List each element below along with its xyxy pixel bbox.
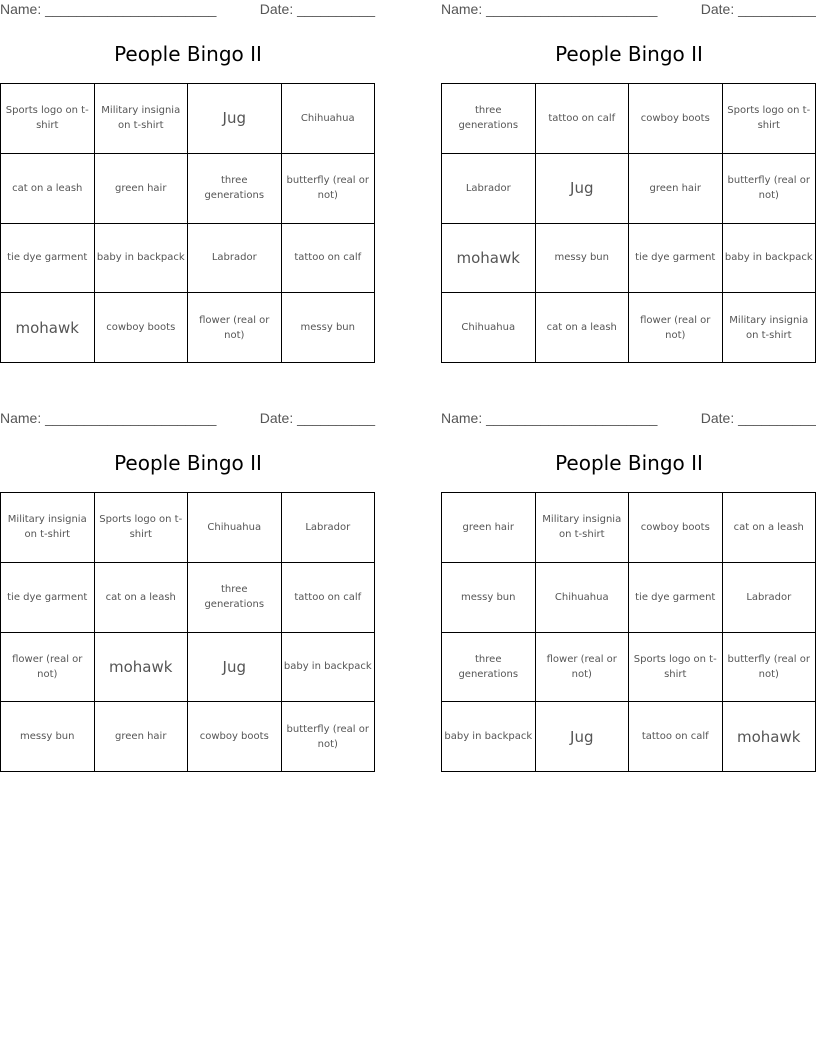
bingo-cell[interactable]: Jug	[188, 84, 282, 154]
grid-row	[442, 632, 816, 702]
grid-row	[442, 493, 816, 563]
bingo-cell[interactable]: tattoo on calf	[281, 562, 375, 632]
grid-row	[1, 293, 375, 363]
bingo-card-3	[0, 409, 376, 773]
bingo-cell[interactable]: green hair	[94, 153, 188, 223]
grid-row	[442, 293, 816, 363]
card-title: People Bingo II	[555, 42, 703, 66]
name-blank[interactable]: ______________________	[486, 410, 658, 426]
name-blank[interactable]: ______________________	[45, 410, 217, 426]
bingo-card-2	[441, 0, 816, 364]
bingo-cell[interactable]: mohawk	[94, 632, 188, 702]
bingo-cell[interactable]: tie dye garment	[629, 223, 723, 293]
bingo-cell[interactable]: tattoo on calf	[535, 84, 629, 154]
date-blank[interactable]: __________	[738, 1, 816, 17]
bingo-cell[interactable]: Military insignia on t-shirt	[94, 84, 188, 154]
bingo-cell[interactable]: flower (real or not)	[629, 293, 723, 363]
bingo-cell[interactable]: butterfly (real or not)	[281, 702, 375, 772]
date-blank[interactable]: __________	[297, 1, 375, 17]
bingo-cell[interactable]: green hair	[442, 493, 536, 563]
card-title: People Bingo II	[555, 451, 703, 475]
date-label: Date:	[259, 1, 294, 17]
bingo-grid	[441, 492, 816, 772]
bingo-cell[interactable]: Jug	[535, 702, 629, 772]
date-label: Date:	[700, 1, 735, 17]
bingo-cell[interactable]: Labrador	[281, 493, 375, 563]
bingo-cell[interactable]: baby in backpack	[442, 702, 536, 772]
bingo-cell[interactable]: baby in backpack	[94, 223, 188, 293]
bingo-cell[interactable]: tie dye garment	[1, 223, 95, 293]
bingo-cell[interactable]: three generations	[188, 562, 282, 632]
bingo-cell[interactable]: Jug	[535, 153, 629, 223]
date-label: Date:	[700, 410, 735, 426]
bingo-cell[interactable]: messy bun	[442, 562, 536, 632]
bingo-cell[interactable]: baby in backpack	[722, 223, 816, 293]
bingo-cell[interactable]: Jug	[188, 632, 282, 702]
bingo-cell[interactable]: three generations	[188, 153, 282, 223]
bingo-cell[interactable]: butterfly (real or not)	[722, 632, 816, 702]
date-field[interactable]	[260, 1, 375, 17]
grid-row	[442, 153, 816, 223]
bingo-cell[interactable]: Sports logo on t-shirt	[94, 493, 188, 563]
card-title: People Bingo II	[114, 451, 262, 475]
bingo-cell[interactable]: Chihuahua	[188, 493, 282, 563]
bingo-cell[interactable]: cat on a leash	[94, 562, 188, 632]
name-field[interactable]	[441, 1, 657, 17]
bingo-cell[interactable]: butterfly (real or not)	[281, 153, 375, 223]
bingo-card-4	[441, 409, 816, 773]
name-label: Name:	[0, 1, 42, 17]
name-field[interactable]	[441, 410, 657, 426]
grid-row	[442, 702, 816, 772]
bingo-cell[interactable]: tattoo on calf	[629, 702, 723, 772]
grid-row	[1, 562, 375, 632]
grid-row	[442, 84, 816, 154]
bingo-cell[interactable]: flower (real or not)	[188, 293, 282, 363]
grid-row	[1, 84, 375, 154]
bingo-cell[interactable]: messy bun	[281, 293, 375, 363]
bingo-cell[interactable]: tie dye garment	[1, 562, 95, 632]
bingo-cell[interactable]: Sports logo on t-shirt	[629, 632, 723, 702]
name-label: Name:	[441, 1, 483, 17]
grid-row	[442, 562, 816, 632]
bingo-cell[interactable]: green hair	[94, 702, 188, 772]
bingo-cell[interactable]: Labrador	[188, 223, 282, 293]
bingo-cell[interactable]: cat on a leash	[535, 293, 629, 363]
bingo-cell[interactable]: Labrador	[722, 562, 816, 632]
bingo-card-1	[0, 0, 376, 364]
bingo-cell[interactable]: Chihuahua	[442, 293, 536, 363]
bingo-cell[interactable]: Chihuahua	[535, 562, 629, 632]
card-title: People Bingo II	[114, 42, 262, 66]
bingo-cell[interactable]: messy bun	[535, 223, 629, 293]
bingo-cell[interactable]: three generations	[442, 84, 536, 154]
name-blank[interactable]: ______________________	[486, 1, 658, 17]
bingo-cell[interactable]: Military insignia on t-shirt	[535, 493, 629, 563]
bingo-cell[interactable]: three generations	[442, 632, 536, 702]
bingo-cell[interactable]: cat on a leash	[1, 153, 95, 223]
bingo-cell[interactable]: Military insignia on t-shirt	[1, 493, 95, 563]
bingo-cell[interactable]: cowboy boots	[629, 493, 723, 563]
name-label: Name:	[441, 410, 483, 426]
grid-row	[1, 223, 375, 293]
bingo-cell[interactable]: baby in backpack	[281, 632, 375, 702]
grid-row	[1, 632, 375, 702]
bingo-cell[interactable]: cat on a leash	[722, 493, 816, 563]
bingo-cell[interactable]: flower (real or not)	[535, 632, 629, 702]
bingo-cell[interactable]: mohawk	[722, 702, 816, 772]
bingo-cell[interactable]: mohawk	[1, 293, 95, 363]
bingo-cell[interactable]: cowboy boots	[188, 702, 282, 772]
bingo-cell[interactable]: Chihuahua	[281, 84, 375, 154]
bingo-grid	[0, 83, 375, 363]
bingo-cell[interactable]: Military insignia on t-shirt	[722, 293, 816, 363]
date-field[interactable]	[701, 410, 816, 426]
date-blank[interactable]: __________	[738, 410, 816, 426]
bingo-grid	[0, 492, 375, 772]
bingo-cell[interactable]: cowboy boots	[94, 293, 188, 363]
bingo-cell[interactable]: Sports logo on t-shirt	[722, 84, 816, 154]
bingo-grid	[441, 83, 816, 363]
bingo-cell[interactable]: Labrador	[442, 153, 536, 223]
bingo-cell[interactable]: tie dye garment	[629, 562, 723, 632]
grid-row	[1, 493, 375, 563]
bingo-cell[interactable]: cowboy boots	[629, 84, 723, 154]
bingo-cell[interactable]: Sports logo on t-shirt	[1, 84, 95, 154]
grid-row	[1, 702, 375, 772]
bingo-cell[interactable]: mohawk	[442, 223, 536, 293]
name-field[interactable]	[0, 410, 216, 426]
date-field[interactable]	[701, 1, 816, 17]
bingo-cell[interactable]: butterfly (real or not)	[722, 153, 816, 223]
name-field[interactable]	[0, 1, 216, 17]
date-field[interactable]	[260, 410, 375, 426]
date-label: Date:	[259, 410, 294, 426]
date-blank[interactable]: __________	[297, 410, 375, 426]
grid-row	[1, 153, 375, 223]
bingo-cell[interactable]: green hair	[629, 153, 723, 223]
grid-row	[442, 223, 816, 293]
name-label: Name:	[0, 410, 42, 426]
bingo-cell[interactable]: messy bun	[1, 702, 95, 772]
bingo-cell[interactable]: flower (real or not)	[1, 632, 95, 702]
name-blank[interactable]: ______________________	[45, 1, 217, 17]
bingo-cell[interactable]: tattoo on calf	[281, 223, 375, 293]
